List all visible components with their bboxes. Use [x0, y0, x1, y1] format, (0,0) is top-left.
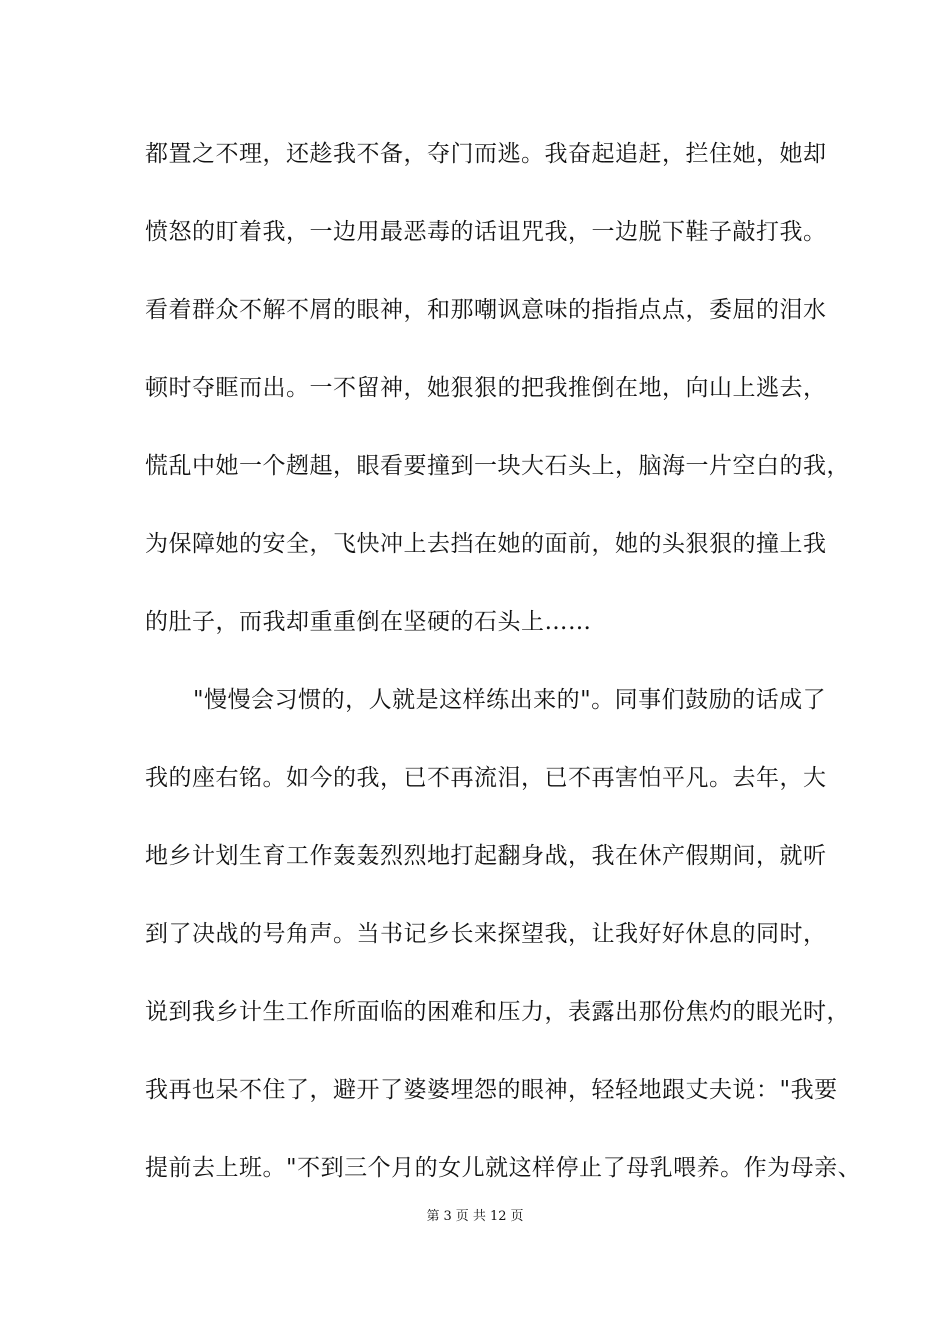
body-text-line: 说到我乡计生工作所面临的困难和压力，表露出那份焦灼的眼光时， — [145, 999, 850, 1025]
current-page-number: 3 — [443, 1209, 452, 1224]
body-text-line: 地乡计划生育工作轰轰烈烈地打起翻身战，我在休产假期间，就听 — [145, 843, 827, 869]
body-text-line: 为保障她的安全，飞快冲上去挡在她的面前，她的头狠狠的撞上我 — [145, 531, 827, 557]
body-text-line: 都置之不理，还趁我不备，夺门而逃。我奋起追赶，拦住她，她却 — [145, 141, 827, 167]
body-text-line: 看着群众不解不屑的眼神，和那嘲讽意味的指指点点，委屈的泪水 — [145, 297, 827, 323]
footer-mid: 页 共 — [455, 1209, 486, 1224]
footer-prefix: 第 — [426, 1209, 440, 1224]
body-text-line: 到了决战的号角声。当书记乡长来探望我，让我好好休息的同时， — [145, 921, 827, 947]
total-pages-number: 12 — [489, 1209, 507, 1224]
body-text-line: 顿时夺眶而出。一不留神，她狠狠的把我推倒在地，向山上逃去， — [145, 375, 827, 401]
paragraph-first-line: "慢慢会习惯的，人就是这样练出来的"。同事们鼓励的话成了 — [193, 687, 827, 713]
page-footer — [0, 1208, 950, 1226]
footer-suffix: 页 — [510, 1209, 524, 1224]
body-text-line: 我再也呆不住了，避开了婆婆埋怨的眼神，轻轻地跟丈夫说："我要 — [145, 1077, 838, 1103]
body-text-line: 的肚子，而我却重重倒在坚硬的石头上…… — [145, 609, 592, 635]
body-text-line: 慌乱中她一个趔趄，眼看要撞到一块大石头上，脑海一片空白的我， — [145, 453, 850, 479]
body-text-line: 我的座右铭。如今的我，已不再流泪，已不再害怕平凡。去年，大 — [145, 765, 827, 791]
body-text-line: 提前去上班。"不到三个月的女儿就这样停止了母乳喂养。作为母亲、 — [145, 1155, 862, 1181]
body-text-line: 愤怒的盯着我，一边用最恶毒的话诅咒我，一边脱下鞋子敲打我。 — [145, 219, 827, 245]
